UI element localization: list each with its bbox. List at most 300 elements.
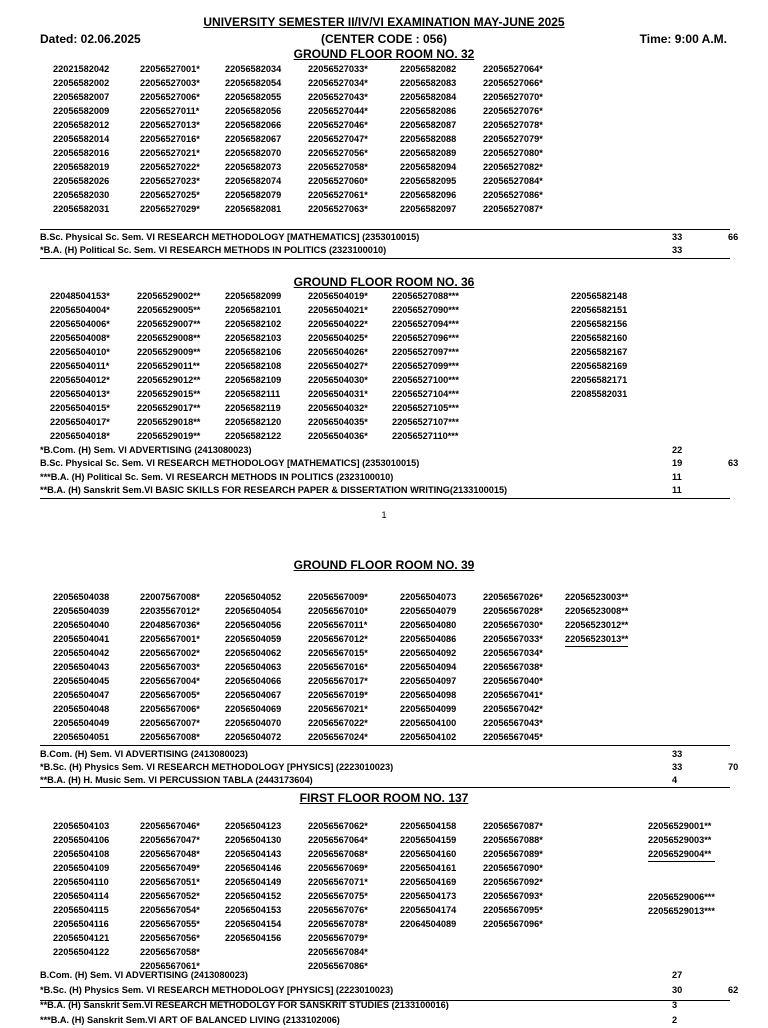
roll-number: 22056582014 xyxy=(53,134,110,144)
roll-number: 22056504153 xyxy=(225,905,282,915)
roll-number: 22056504158 xyxy=(400,821,457,831)
candidate-count: 22 xyxy=(672,445,683,455)
roll-number: 22056567010* xyxy=(308,606,368,616)
roll-number: 22056504103 xyxy=(53,821,110,831)
room-total: 63 xyxy=(728,458,739,469)
room-total: 66 xyxy=(728,232,739,242)
roll-number: 22056567002* xyxy=(140,648,200,658)
roll-number: 22056523012** xyxy=(565,620,629,630)
roll-number: 22056567069* xyxy=(308,863,368,873)
roll-number: 22056527087* xyxy=(483,204,543,214)
roll-number: 22056567076* xyxy=(308,905,368,915)
roll-number: 22056567055* xyxy=(140,919,200,929)
roll-number: 22056567008* xyxy=(140,732,200,742)
roll-number: 22056567086* xyxy=(308,961,368,971)
roll-number: 22064504089 xyxy=(400,919,457,929)
roll-number: 22056527029* xyxy=(140,204,200,214)
roll-number: 22056527079* xyxy=(483,134,543,144)
roll-number: 22056527046* xyxy=(308,120,368,130)
candidate-count: 33 xyxy=(672,232,683,242)
roll-number: 22056567047* xyxy=(140,835,200,845)
exam-title: UNIVERSITY SEMESTER II/IV/VI EXAMINATION MAY-JUNE 2025 xyxy=(203,15,565,29)
roll-column xyxy=(400,62,456,216)
roll-number: 22056504042 xyxy=(53,648,110,658)
roll-number: 22056504019* xyxy=(308,291,368,301)
roll-number: 22056504067 xyxy=(225,690,282,700)
roll-number: 22056567030* xyxy=(483,620,543,630)
roll-number: 22056504123 xyxy=(225,821,282,831)
candidate-count: 30 xyxy=(672,985,683,995)
roll-number: 22056527006* xyxy=(140,92,200,102)
roll-number: 22056527107*** xyxy=(392,417,459,427)
roll-number: 22056504122 xyxy=(53,947,110,957)
roll-number: 22056504169 xyxy=(400,877,457,887)
roll-number: 22056582002 xyxy=(53,78,110,88)
roll-number: 22056567028* xyxy=(483,606,543,616)
roll-number: 22056504049 xyxy=(53,718,110,728)
roll-number: 22056504098 xyxy=(400,690,457,700)
roll-number: 22056582122 xyxy=(225,431,282,441)
roll-number: 22056582067 xyxy=(225,134,282,144)
roll-number: 22056567092* xyxy=(483,877,543,887)
roll-number: 22056504094 xyxy=(400,662,457,672)
roll-number: 22056582054 xyxy=(225,78,282,88)
roll-number: 22056582119 xyxy=(225,403,281,413)
roll-number: 22056567015* xyxy=(308,648,368,658)
roll-number: 22056567088* xyxy=(483,835,543,845)
roll-number: 22056567043* xyxy=(483,718,543,728)
roll-column xyxy=(392,289,459,443)
roll-column xyxy=(308,819,368,973)
roll-column xyxy=(225,590,281,744)
roll-number: 22056504062 xyxy=(225,648,282,658)
roll-number: 22056582074 xyxy=(225,176,282,186)
roll-number: 22056567016* xyxy=(308,662,368,672)
roll-number: 22056504054 xyxy=(225,606,282,616)
roll-number: 22056567038* xyxy=(483,662,543,672)
roll-number: 22056504022* xyxy=(308,319,368,329)
roll-column xyxy=(50,289,110,443)
roll-number: 22056504156 xyxy=(225,933,282,943)
course-label: ***B.A. (H) Political Sc. Sem. VI RESEARCH METHODS IN POLITICS (2323100010) xyxy=(40,471,394,482)
roll-column xyxy=(483,819,543,931)
roll-number: 22048504153* xyxy=(50,291,110,301)
course-label: *B.Sc. (H) Physics Sem. VI RESEARCH METHODOLOGY [PHYSICS] (2223010023) xyxy=(40,985,394,995)
roll-number: 22056567022* xyxy=(308,718,368,728)
divider xyxy=(40,258,730,259)
roll-number: 22056582012 xyxy=(53,120,110,130)
roll-number: 22056504161 xyxy=(400,863,457,873)
roll-number: 22056529002** xyxy=(137,291,201,301)
roll-number: 22056582056 xyxy=(225,106,282,116)
roll-number: 22056504051 xyxy=(53,732,110,742)
roll-number: 22056567084* xyxy=(308,947,368,957)
roll-column xyxy=(140,590,200,744)
roll-number: 22056527084* xyxy=(483,176,543,186)
divider xyxy=(40,498,730,499)
roll-number: 22056504011* xyxy=(50,361,110,371)
roll-number: 22056567017* xyxy=(308,676,368,686)
roll-number: 22056504015* xyxy=(50,403,110,413)
roll-number: 22056582099 xyxy=(225,291,282,301)
candidate-count: 19 xyxy=(672,458,683,469)
roll-number: 22056504069 xyxy=(225,704,282,714)
roll-number: 22056504025* xyxy=(308,333,368,343)
roll-number: 22056567003* xyxy=(140,662,200,672)
roll-number: 22056582081 xyxy=(225,204,282,214)
roll-number: 22056504121 xyxy=(53,933,110,943)
roll-number: 22056504008* xyxy=(50,333,110,343)
roll-number: 22056504010* xyxy=(50,347,110,357)
course-label: *B.A. (H) Political Sc. Sem. VI RESEARCH METHODS IN POLITICS (2323100010) xyxy=(40,245,387,255)
roll-number: 22056527060* xyxy=(308,176,368,186)
summary-row xyxy=(40,232,739,245)
roll-column xyxy=(225,289,281,443)
roll-number: 22056582109 xyxy=(225,375,282,385)
roll-number: 22056527043* xyxy=(308,92,368,102)
roll-number: 22056567087* xyxy=(483,821,543,831)
roll-column xyxy=(565,590,628,647)
roll-number: 22056527001* xyxy=(140,64,200,74)
roll-number: 22056504045 xyxy=(53,676,110,686)
summary-row xyxy=(40,472,730,485)
candidate-count: 33 xyxy=(672,245,683,255)
roll-column xyxy=(140,62,200,216)
roll-number: 22056582088 xyxy=(400,134,457,144)
roll-number: 22056527082* xyxy=(483,162,543,172)
course-label: B.Com. (H) Sem. VI ADVERTISING (2413080023) xyxy=(40,970,248,980)
roll-number: 22056527100*** xyxy=(392,375,459,385)
roll-number: 22056567040* xyxy=(483,676,543,686)
roll-number: 22056567079* xyxy=(308,933,368,943)
roll-number: 22056527080* xyxy=(483,148,543,158)
roll-number: 22056504097 xyxy=(400,676,457,686)
roll-number: 22056527011* xyxy=(140,106,200,116)
roll-number: 22056567005* xyxy=(140,690,200,700)
roll-number: 22056529003** xyxy=(648,835,712,845)
time-label: Time: 9:00 A.M. xyxy=(639,32,727,46)
roll-number: 22056567078* xyxy=(308,919,368,929)
roll-number: 22056582007 xyxy=(53,92,110,102)
roll-number: 22056567045* xyxy=(483,732,543,742)
roll-column xyxy=(53,819,109,959)
course-label: B.Sc. Physical Sc. Sem. VI RESEARCH METHODOLOGY [MATHEMATICS] (2353010015) xyxy=(40,232,420,242)
roll-number: 22056504056 xyxy=(225,620,282,630)
roll-number: 22056504021* xyxy=(308,305,368,315)
roll-number: 22056567064* xyxy=(308,835,368,845)
roll-number: 22056567046* xyxy=(140,821,200,831)
roll-number: 22056582034 xyxy=(225,64,282,74)
roll-number: 22056582084 xyxy=(400,92,457,102)
roll-number: 22056567042* xyxy=(483,704,543,714)
roll-number: 22056504130 xyxy=(225,835,282,845)
roll-number: 22056504092 xyxy=(400,648,457,658)
course-label: **B.A. (H) Sanskrit Sem.VI BASIC SKILLS FOR RESEARCH PAPER & DISSERTATION WRITING(2133100015) xyxy=(40,484,508,495)
roll-number: 22056529017** xyxy=(137,403,201,413)
roll-number: 22048567036* xyxy=(140,620,200,630)
roll-number: 22056504154 xyxy=(225,919,282,929)
roll-number: 22056567075* xyxy=(308,891,368,901)
candidate-count: 33 xyxy=(672,749,683,759)
roll-number: 22056582031 xyxy=(53,204,110,214)
roll-number: 22056527044* xyxy=(308,106,368,116)
roll-number: 22056504047 xyxy=(53,690,110,700)
roll-number: 22056567090* xyxy=(483,863,543,873)
course-label: B.Com. (H) Sem. VI ADVERTISING (2413080023) xyxy=(40,749,248,759)
roll-number: 22056527013* xyxy=(140,120,200,130)
roll-number: 22056582106 xyxy=(225,347,282,357)
roll-number: 22056504100 xyxy=(400,718,457,728)
roll-number: 22056504048 xyxy=(53,704,110,714)
roll-number: 22056567052* xyxy=(140,891,200,901)
roll-number: 22056529019** xyxy=(137,431,201,441)
roll-number: 22056527066* xyxy=(483,78,543,88)
roll-number: 22056567051* xyxy=(140,877,200,887)
room-title: GROUND FLOOR ROOM NO. 36 xyxy=(293,275,475,289)
roll-number: 22056504143 xyxy=(225,849,282,859)
roll-number: 22056504026* xyxy=(308,347,368,357)
roll-number: 22056582103 xyxy=(225,333,282,343)
roll-number: 22056582101 xyxy=(225,305,282,315)
roll-number: 22056567033* xyxy=(483,634,543,644)
roll-number: 22056504063 xyxy=(225,662,282,672)
roll-number: 22056504114 xyxy=(53,891,109,901)
room-title: GROUND FLOOR ROOM NO. 39 xyxy=(293,558,475,572)
roll-number xyxy=(648,862,715,876)
roll-number: 22056504031* xyxy=(308,389,368,399)
roll-number: 22056582169 xyxy=(571,361,628,371)
roll-number: 22056527070* xyxy=(483,92,543,102)
roll-number: 22056582009 xyxy=(53,106,110,116)
candidate-count: 11 xyxy=(672,471,682,482)
summary-row xyxy=(40,749,730,762)
roll-number: 22056529006*** xyxy=(648,892,715,902)
roll-number: 22056527022* xyxy=(140,162,200,172)
roll-number: 22056582086 xyxy=(400,106,457,116)
roll-number: 22056527033* xyxy=(308,64,368,74)
roll-column xyxy=(400,590,456,744)
roll-column xyxy=(225,62,281,216)
roll-number: 22056567007* xyxy=(140,718,200,728)
center-code: (CENTER CODE : 056) xyxy=(320,32,448,46)
course-label: *B.Sc. (H) Physics Sem. VI RESEARCH METHODOLOGY [PHYSICS] (2223010023) xyxy=(40,762,394,772)
roll-number: 22056567011* xyxy=(308,620,368,630)
roll-number: 22056567096* xyxy=(483,919,543,929)
candidate-count: 11 xyxy=(672,484,682,495)
roll-number: 22056527078* xyxy=(483,120,543,130)
summary-row xyxy=(40,762,739,775)
roll-number: 22056527016* xyxy=(140,134,200,144)
roll-number: 22056527099*** xyxy=(392,361,459,371)
roll-number: 22056567004* xyxy=(140,676,200,686)
page-number: 1 xyxy=(381,510,387,520)
roll-number: 22056527063* xyxy=(308,204,368,214)
roll-number: 22056523013** xyxy=(565,632,628,647)
roll-number: 22085582031 xyxy=(571,389,628,399)
roll-number: 22056582094 xyxy=(400,162,457,172)
roll-number: 22056527023* xyxy=(140,176,200,186)
candidate-count: 4 xyxy=(672,775,678,785)
course-label: ***B.A. (H) Sanskrit Sem.VI ART OF BALANCED LIVING (2133102006) xyxy=(40,1015,340,1025)
summary-row xyxy=(40,485,730,498)
roll-number: 22056567056* xyxy=(140,933,200,943)
roll-number: 22056529007** xyxy=(137,319,201,329)
roll-number: 22056504079 xyxy=(400,606,457,616)
roll-number: 22056567061* xyxy=(140,961,200,971)
roll-number: 22056529009** xyxy=(137,347,201,357)
divider xyxy=(40,1000,730,1001)
roll-number: 22056504116 xyxy=(53,919,109,929)
roll-column xyxy=(483,590,543,744)
roll-number: 22056567001* xyxy=(140,634,200,644)
roll-number: 22056582089 xyxy=(400,148,457,158)
roll-column xyxy=(571,289,627,401)
roll-number: 22056582055 xyxy=(225,92,282,102)
roll-number: 22056567009* xyxy=(308,592,368,602)
summary-row xyxy=(40,445,730,458)
roll-number: 22056527104*** xyxy=(392,389,459,399)
room-title: GROUND FLOOR ROOM NO. 32 xyxy=(293,47,475,61)
roll-number: 22056567012* xyxy=(308,634,368,644)
room-total: 62 xyxy=(728,985,739,995)
roll-number: 22056504102 xyxy=(400,732,457,742)
roll-number: 22056504099 xyxy=(400,704,457,714)
roll-number: 22056529018** xyxy=(137,417,201,427)
roll-number: 22056504146 xyxy=(225,863,282,873)
roll-column xyxy=(483,62,543,216)
roll-number: 22056504086 xyxy=(400,634,457,644)
roll-number: 22056504006* xyxy=(50,319,110,329)
roll-number: 22056567095* xyxy=(483,905,543,915)
roll-column xyxy=(53,62,109,216)
roll-number: 22056504036* xyxy=(308,431,368,441)
roll-number: 22056504110 xyxy=(53,877,109,887)
roll-number: 22056582167 xyxy=(571,347,628,357)
roll-number: 22035567012* xyxy=(140,606,200,616)
roll-number: 22056527086* xyxy=(483,190,543,200)
roll-number: 22056529013*** xyxy=(648,906,715,916)
roll-number: 22056504073 xyxy=(400,592,457,602)
roll-number: 22056504017* xyxy=(50,417,110,427)
candidate-count: 2 xyxy=(672,1015,678,1025)
roll-number: 22056527003* xyxy=(140,78,200,88)
roll-number: 22056567054* xyxy=(140,905,200,915)
roll-number: 22056504012* xyxy=(50,375,110,385)
roll-number: 22056504043 xyxy=(53,662,110,672)
course-label: **B.A. (H) Sanskrit Sem.VI RESEARCH METHODOLGY FOR SANSKRIT STUDIES (2133100016) xyxy=(40,1000,449,1010)
roll-number: 22056504152 xyxy=(225,891,282,901)
roll-number: 22056527097*** xyxy=(392,347,459,357)
roll-number: 22056567024* xyxy=(308,732,368,742)
roll-number: 22056582026 xyxy=(53,176,110,186)
summary-row xyxy=(40,245,730,258)
roll-number: 22056582097 xyxy=(400,204,457,214)
roll-number: 22056529008** xyxy=(137,333,201,343)
roll-number: 22056527110*** xyxy=(392,431,459,441)
roll-number: 22056527047* xyxy=(308,134,368,144)
summary-row xyxy=(40,970,730,983)
roll-number: 22056504039 xyxy=(53,606,110,616)
course-label: B.Sc. Physical Sc. Sem. VI RESEARCH METHODOLOGY [MATHEMATICS] (2353010015) xyxy=(40,458,420,469)
roll-number: 22056567021* xyxy=(308,704,368,714)
candidate-count: 27 xyxy=(672,970,683,980)
candidate-count: 3 xyxy=(672,1000,678,1010)
roll-number: 22056504160 xyxy=(400,849,457,859)
roll-column xyxy=(137,289,200,443)
roll-number: 22056582030 xyxy=(53,190,110,200)
roll-column xyxy=(308,289,368,443)
roll-number: 22056567026* xyxy=(483,592,543,602)
roll-number: 22056523008** xyxy=(565,606,629,616)
roll-number: 22056504115 xyxy=(53,905,109,915)
roll-column xyxy=(648,819,715,918)
summary-row xyxy=(40,985,739,998)
roll-column xyxy=(53,590,109,744)
roll-column xyxy=(140,819,200,973)
divider xyxy=(40,229,730,230)
roll-number: 22056527061* xyxy=(308,190,368,200)
roll-number: 22056529001** xyxy=(648,821,712,831)
roll-number: 22056582082 xyxy=(400,64,457,74)
roll-number: 22056567068* xyxy=(308,849,368,859)
roll-column xyxy=(308,590,368,744)
candidate-count: 33 xyxy=(672,762,683,772)
summary-row xyxy=(40,1015,730,1028)
roll-number: 22056529012** xyxy=(137,375,201,385)
roll-number: 22056504080 xyxy=(400,620,457,630)
roll-number: 22056582073 xyxy=(225,162,282,172)
roll-number: 22056582079 xyxy=(225,190,282,200)
roll-number: 22056582087 xyxy=(400,120,457,130)
roll-column xyxy=(400,819,456,931)
roll-number: 22056527034* xyxy=(308,78,368,88)
roll-number: 22056504106 xyxy=(53,835,110,845)
roll-number: 22056527058* xyxy=(308,162,368,172)
roll-number: 22056504030* xyxy=(308,375,368,385)
roll-number: 22056582070 xyxy=(225,148,282,158)
roll-number: 22056582151 xyxy=(571,305,628,315)
roll-number: 22056567049* xyxy=(140,863,200,873)
roll-number: 22056504052 xyxy=(225,592,282,602)
roll-number: 22056582096 xyxy=(400,190,457,200)
roll-number: 22056567093* xyxy=(483,891,543,901)
roll-number: 22056582095 xyxy=(400,176,457,186)
summary-row xyxy=(40,458,739,471)
roll-number: 22056529005** xyxy=(137,305,201,315)
roll-number: 22056582111 xyxy=(225,389,281,399)
dated-label: Dated: 02.06.2025 xyxy=(40,32,141,46)
roll-number: 22056567034* xyxy=(483,648,543,658)
course-label: *B.Com. (H) Sem. VI ADVERTISING (2413080023) xyxy=(40,445,252,455)
divider xyxy=(40,787,730,788)
roll-number: 22056504035* xyxy=(308,417,368,427)
roll-number: 22056504018* xyxy=(50,431,110,441)
roll-number: 22056527076* xyxy=(483,106,543,116)
roll-number: 22056504108 xyxy=(53,849,110,859)
divider xyxy=(40,745,730,746)
roll-number: 22056582016 xyxy=(53,148,110,158)
roll-number: 22056582120 xyxy=(225,417,282,427)
roll-number: 22056582083 xyxy=(400,78,457,88)
roll-number: 22056504027* xyxy=(308,361,368,371)
roll-number: 22056504066 xyxy=(225,676,282,686)
roll-number: 22056504174 xyxy=(400,905,457,915)
roll-column xyxy=(225,819,281,945)
roll-number: 22056567062* xyxy=(308,821,368,831)
roll-number: 22056504013* xyxy=(50,389,110,399)
roll-number: 22056567041* xyxy=(483,690,543,700)
room-total: 70 xyxy=(728,762,739,772)
